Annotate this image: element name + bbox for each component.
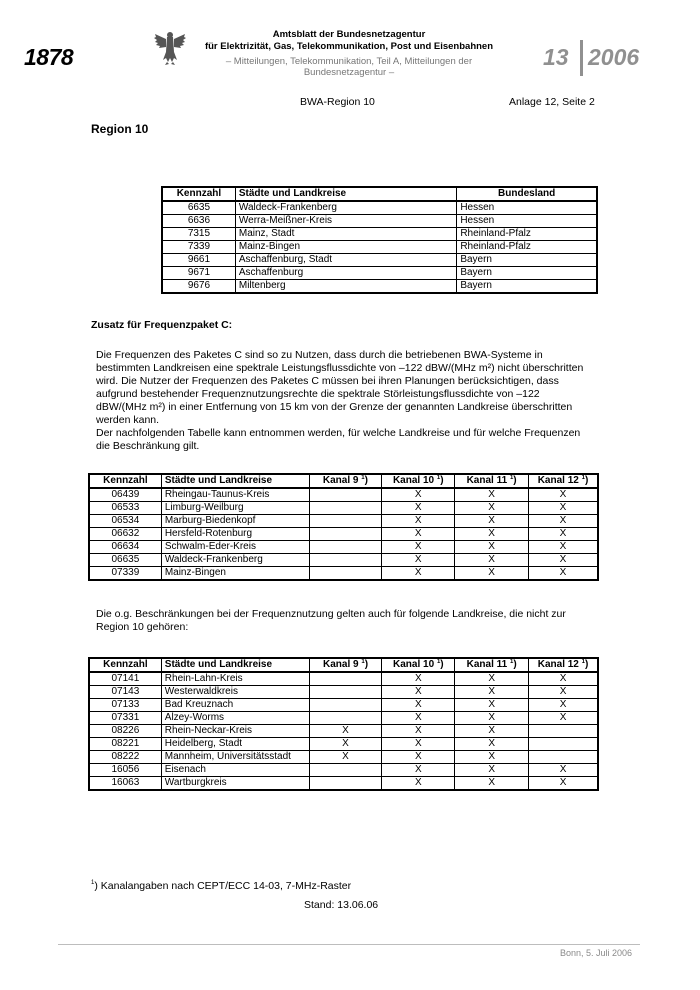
cell-kanal-11: X (455, 699, 529, 712)
paragraph-line: werden kann. (96, 414, 160, 426)
cell-kanal-9: X (309, 725, 382, 738)
districts-table (162, 187, 597, 293)
column-header-kanal-12: Kanal 12 $^1$) (529, 659, 598, 673)
table-row (163, 228, 597, 241)
cell-kanal-11: X (455, 686, 529, 699)
cell-kennzahl: 9661 (163, 254, 236, 267)
column-header-kanal-9: Kanal 9 $^1$) (309, 475, 382, 489)
cell-kanal-12: X (529, 712, 598, 725)
cell-kanal-10: X (382, 764, 455, 777)
cell-kanal-12 (529, 751, 598, 764)
cell-kennzahl: 06439 (90, 488, 162, 502)
column-header-kanal-11: Kanal 11 $^1$) (455, 659, 529, 673)
cell-district: Waldeck-Frankenberg (235, 201, 456, 215)
cell-district: Rheingau-Taunus-Kreis (161, 488, 309, 502)
cell-district: Waldeck-Frankenberg (161, 554, 309, 567)
cell-kennzahl: 07331 (90, 712, 162, 725)
cell-kanal-11: X (455, 554, 529, 567)
page-number: 1878 (24, 44, 74, 70)
cell-kanal-12: X (529, 567, 598, 580)
cell-district: Mannheim, Universitätsstadt (161, 751, 309, 764)
cell-kennzahl: 06634 (90, 541, 162, 554)
extension-paragraph (96, 608, 606, 634)
cell-kanal-9 (309, 554, 382, 567)
paragraph-line: Region 10 gehören: (96, 621, 189, 633)
cell-kennzahl: 06534 (90, 515, 162, 528)
cell-kennzahl: 16056 (90, 764, 162, 777)
cell-kanal-11: X (455, 488, 529, 502)
table-row (163, 267, 597, 280)
table-header-row (90, 659, 598, 673)
cell-kanal-12: X (529, 777, 598, 790)
table-row (90, 725, 598, 738)
cell-kanal-10: X (382, 502, 455, 515)
cell-district: Westerwaldkreis (161, 686, 309, 699)
cell-kennzahl: 9671 (163, 267, 236, 280)
cell-kanal-11: X (455, 751, 529, 764)
table-row (163, 215, 597, 228)
cell-kanal-12: X (529, 686, 598, 699)
paragraph-line: Die o.g. Beschränkungen bei der Frequenznutzung gelten auch für folgende Landkreise, die nicht zur (96, 608, 566, 620)
cell-kennzahl: 08221 (90, 738, 162, 751)
cell-kanal-10: X (382, 751, 455, 764)
cell-kanal-11: X (455, 515, 529, 528)
cell-kennzahl: 7339 (163, 241, 236, 254)
cell-kanal-12 (529, 738, 598, 751)
cell-kanal-10: X (382, 777, 455, 790)
cell-district: Mainz-Bingen (235, 241, 456, 254)
cell-kanal-10: X (382, 738, 455, 751)
cell-kennzahl: 7315 (163, 228, 236, 241)
cell-kanal-9 (309, 488, 382, 502)
cell-kanal-12: X (529, 515, 598, 528)
table-header-row (90, 475, 598, 489)
column-header-kennzahl: Kennzahl (90, 659, 162, 673)
footnote: $^1$) Kanalangaben nach CEPT/ECC 14-03, 7-MHz-Raster (91, 880, 352, 892)
cell-kanal-12: X (529, 699, 598, 712)
cell-kanal-10: X (382, 712, 455, 725)
status-date: Stand: 13.06.06 (304, 899, 379, 911)
cell-kanal-9: X (309, 751, 382, 764)
place-date: Bonn, 5. Juli 2006 (560, 948, 633, 958)
table-row (163, 254, 597, 267)
cell-kennzahl: 07143 (90, 686, 162, 699)
cell-kanal-11: X (455, 725, 529, 738)
table-row (90, 541, 598, 554)
cell-district: Wartburgkreis (161, 777, 309, 790)
cell-district: Aschaffenburg (235, 267, 456, 280)
cell-state: Rheinland-Pfalz (457, 228, 597, 241)
table-row (163, 241, 597, 254)
issue-year: 2006 (588, 44, 640, 70)
cell-kanal-12: X (529, 541, 598, 554)
cell-district: Rhein-Lahn-Kreis (161, 672, 309, 686)
cell-district: Limburg-Weilburg (161, 502, 309, 515)
cell-kanal-11: X (455, 777, 529, 790)
cell-kennzahl: 08226 (90, 725, 162, 738)
cell-kanal-9 (309, 541, 382, 554)
cell-kanal-10: X (382, 528, 455, 541)
column-header-kennzahl: Kennzahl (90, 475, 162, 489)
paragraph-line: bestimmten Landkreisen eine spektrale Leistungsflussdichte von –122 dBW/(MHz m²) nicht überschritten (96, 362, 584, 374)
cell-kanal-9 (309, 699, 382, 712)
cell-kanal-10: X (382, 672, 455, 686)
cell-state: Bayern (457, 267, 597, 280)
cell-kanal-9 (309, 764, 382, 777)
table-row (90, 686, 598, 699)
header-divider (580, 40, 583, 76)
gazette-subtitle: für Elektrizität, Gas, Telekommunikation, Post und Eisenbahnen (204, 41, 494, 52)
column-header-name: Städte und Landkreise (161, 475, 309, 489)
table-row (90, 567, 598, 580)
table-row (90, 738, 598, 751)
cell-kennzahl: 9676 (163, 280, 236, 293)
table-row (90, 528, 598, 541)
cell-district: Eisenach (161, 764, 309, 777)
cell-kanal-11: X (455, 528, 529, 541)
cell-kanal-9 (309, 567, 382, 580)
table-row (90, 777, 598, 790)
cell-district: Mainz, Stadt (235, 228, 456, 241)
column-header-name: Städte und Landkreise (161, 659, 309, 673)
cell-state: Hessen (457, 215, 597, 228)
cell-kanal-9 (309, 502, 382, 515)
table-row (90, 515, 598, 528)
cell-kennzahl: 06533 (90, 502, 162, 515)
cell-kanal-9 (309, 672, 382, 686)
cell-district: Miltenberg (235, 280, 456, 293)
cell-kanal-11: X (455, 672, 529, 686)
cell-kanal-11: X (455, 764, 529, 777)
gazette-section: – Mitteilungen, Telekommunikation, Teil A, Mitteilungen der Bundesnetzagentur – (225, 56, 473, 78)
table-row (90, 712, 598, 725)
cell-district: Bad Kreuznach (161, 699, 309, 712)
cell-kennzahl: 06635 (90, 554, 162, 567)
cell-kanal-9 (309, 686, 382, 699)
table-row (90, 488, 598, 502)
issue-number: 13 (543, 44, 569, 70)
annex-caption: Anlage 12, Seite 2 (509, 96, 595, 108)
table-row (90, 672, 598, 686)
paragraph-line: Der nachfolgenden Tabelle kann entnommen werden, für welche Landkreise und für welche Frequenzen (96, 427, 581, 439)
table-row (90, 699, 598, 712)
cell-district: Mainz-Bingen (161, 567, 309, 580)
footer-divider (58, 944, 640, 945)
cell-district: Heidelberg, Stadt (161, 738, 309, 751)
paragraph-line: dBW/(MHz m²) in einer Entfernung von 15 km von der Grenze der genannten Landkreise überschritten (96, 401, 573, 413)
cell-district: Hersfeld-Rotenburg (161, 528, 309, 541)
cell-kanal-9 (309, 712, 382, 725)
column-header-kennzahl: Kennzahl (163, 188, 236, 202)
table-row (90, 554, 598, 567)
table-row (163, 201, 597, 215)
cell-kanal-10: X (382, 686, 455, 699)
cell-kennzahl: 06632 (90, 528, 162, 541)
cell-kanal-9 (309, 528, 382, 541)
cell-kanal-12 (529, 725, 598, 738)
column-header-kanal-10: Kanal 10 $^1$) (382, 659, 455, 673)
cell-district: Alzey-Worms (161, 712, 309, 725)
column-header-kanal-12: Kanal 12 $^1$) (529, 475, 598, 489)
cell-kanal-12: X (529, 502, 598, 515)
cell-kennzahl: 07339 (90, 567, 162, 580)
cell-district: Aschaffenburg, Stadt (235, 254, 456, 267)
cell-district: Werra-Meißner-Kreis (235, 215, 456, 228)
column-header-kanal-11: Kanal 11 $^1$) (455, 475, 529, 489)
cell-kanal-12: X (529, 528, 598, 541)
cell-kanal-11: X (455, 567, 529, 580)
cell-kanal-12: X (529, 764, 598, 777)
gazette-title: Amtsblatt der Bundesnetzagentur (272, 29, 426, 40)
cell-kennzahl: 08222 (90, 751, 162, 764)
column-header-name: Städte und Landkreise (235, 188, 456, 202)
column-header-kanal-9: Kanal 9 $^1$) (309, 659, 382, 673)
cell-kanal-10: X (382, 567, 455, 580)
cell-kanal-12: X (529, 672, 598, 686)
table-row (90, 764, 598, 777)
table-row (90, 502, 598, 515)
cell-kanal-9 (309, 777, 382, 790)
cell-kennzahl: 6635 (163, 201, 236, 215)
cell-kennzahl: 16063 (90, 777, 162, 790)
table-row (90, 751, 598, 764)
channel-restriction-table (89, 474, 598, 580)
cell-kennzahl: 07141 (90, 672, 162, 686)
cell-kanal-9 (309, 515, 382, 528)
cell-kanal-11: X (455, 502, 529, 515)
paragraph-line: wird. Die Nutzer der Frequenzen des Paketes C müssen bei ihren Planungen berücksichtigen, dass (96, 375, 559, 387)
section-heading: Zusatz für Frequenzpaket C: (91, 319, 233, 331)
cell-kanal-9: X (309, 738, 382, 751)
table-header-row (163, 188, 597, 202)
cell-kanal-10: X (382, 541, 455, 554)
cell-kanal-10: X (382, 554, 455, 567)
cell-state: Bayern (457, 254, 597, 267)
cell-kanal-11: X (455, 541, 529, 554)
region-title: Region 10 (91, 122, 149, 136)
cell-kanal-10: X (382, 488, 455, 502)
cell-kanal-12: X (529, 488, 598, 502)
cell-state: Rheinland-Pfalz (457, 241, 597, 254)
cell-kanal-10: X (382, 725, 455, 738)
cell-state: Bayern (457, 280, 597, 293)
cell-district: Rhein-Neckar-Kreis (161, 725, 309, 738)
neighbour-channel-table (89, 658, 598, 790)
cell-kennzahl: 07133 (90, 699, 162, 712)
paragraph-line: aufgrund bestehender Frequenznutzungsrechte die spektrale Störleistungsflussdichte von –122 (96, 388, 540, 400)
column-header-kanal-10: Kanal 10 $^1$) (382, 475, 455, 489)
column-header-bundesland: Bundesland (457, 188, 597, 202)
cell-state: Hessen (457, 201, 597, 215)
restriction-paragraph (96, 349, 606, 453)
cell-kanal-10: X (382, 515, 455, 528)
cell-kanal-10: X (382, 699, 455, 712)
paragraph-line: die Beschränkung gilt. (96, 440, 200, 452)
cell-kennzahl: 6636 (163, 215, 236, 228)
cell-district: Marburg-Biedenkopf (161, 515, 309, 528)
federal-eagle-icon (153, 28, 187, 66)
paragraph-line: Die Frequenzen des Paketes C sind so zu Nutzen, dass durch die betriebenen BWA-Systeme in (96, 349, 543, 361)
table-row (163, 280, 597, 293)
region-caption: BWA-Region 10 (300, 96, 375, 108)
cell-kanal-11: X (455, 738, 529, 751)
cell-district: Schwalm-Eder-Kreis (161, 541, 309, 554)
cell-kanal-12: X (529, 554, 598, 567)
cell-kanal-11: X (455, 712, 529, 725)
